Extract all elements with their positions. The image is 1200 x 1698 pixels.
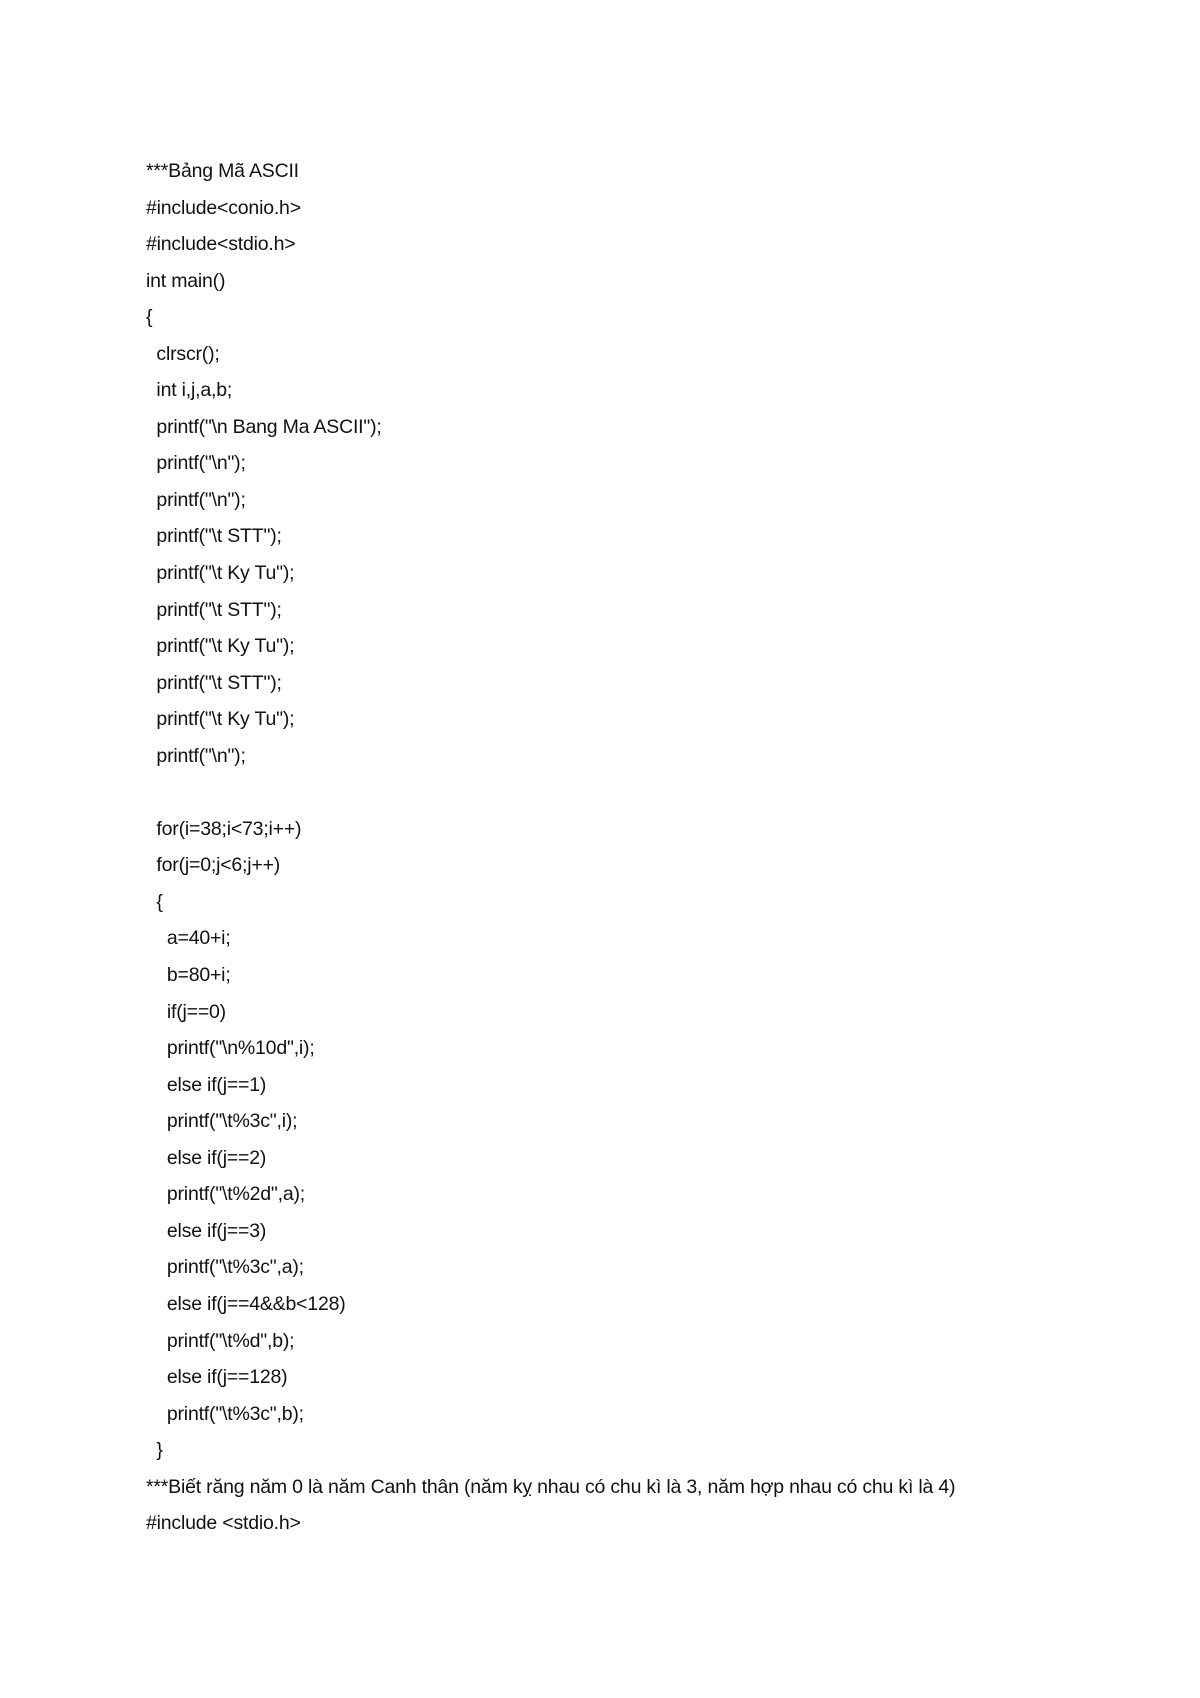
code-line: printf("\n%10d",i); [146,1037,315,1060]
code-line: if(j==0) [146,1000,226,1023]
code-line: a=40+i; [146,927,231,950]
code-line: printf("\t Ky Tu"); [146,635,295,658]
code-line: else if(j==1) [146,1073,267,1096]
code-line: printf("\t%2d",a); [146,1183,305,1206]
code-line: else if(j==4&&b<128) [146,1292,346,1315]
code-line: #include<conio.h> [146,196,301,219]
code-line: { [146,890,163,913]
code-line: printf("\n"); [146,452,246,475]
code-line: clrscr(); [146,342,220,365]
code-line: printf("\t Ky Tu"); [146,562,295,585]
code-line: for(i=38;i<73;i++) [146,817,302,840]
code-line: printf("\n"); [146,744,246,767]
code-line: printf("\t%3c",b); [146,1402,304,1425]
code-line: printf("\t STT"); [146,525,282,548]
code-line: printf("\t%3c",a); [146,1256,304,1279]
code-listing [146,153,955,1542]
code-line: else if(j==128) [146,1366,288,1389]
section-heading-ascii: ***Bảng Mã ASCII [146,160,299,182]
blank-line [146,774,955,811]
section-heading-can-chi: ***Biết răng năm 0 là năm Canh thân (năm kỵ nhau có chu kì là 3, năm hợp nhau có chu kì là 4) [146,1475,956,1498]
code-line: printf("\n Bang Ma ASCII"); [146,415,382,438]
code-line: int main() [146,269,226,292]
code-line: else if(j==2) [146,1146,267,1169]
code-line: int i,j,a,b; [146,379,233,402]
code-line: #include <stdio.h> [146,1512,301,1535]
code-line: } [146,1439,163,1462]
code-line: #include<stdio.h> [146,233,296,256]
code-line: { [146,306,153,329]
code-line: b=80+i; [146,964,231,987]
code-line: printf("\n"); [146,488,246,511]
code-line: printf("\t Ky Tu"); [146,708,295,731]
code-line: printf("\t%3c",i); [146,1110,298,1133]
code-line: printf("\t STT"); [146,671,282,694]
code-line: for(j=0;j<6;j++) [146,854,281,877]
code-line: printf("\t%d",b); [146,1329,295,1352]
code-line: else if(j==3) [146,1219,267,1242]
code-line: printf("\t STT"); [146,598,282,621]
